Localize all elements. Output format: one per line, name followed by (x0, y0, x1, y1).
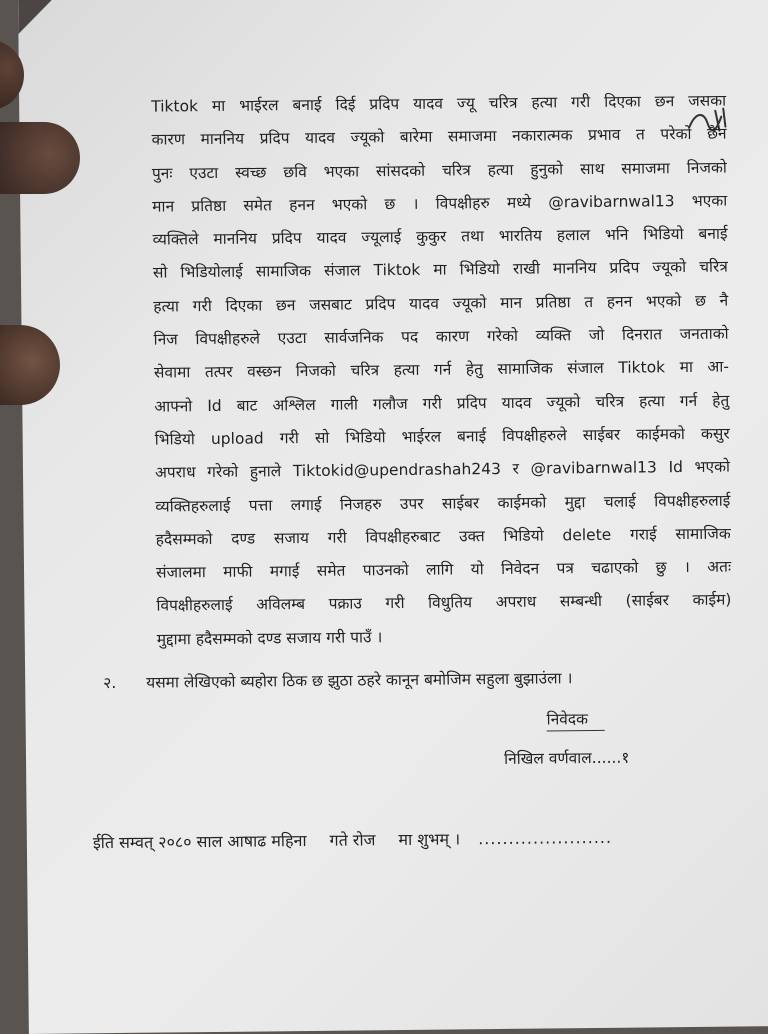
body-line: विपक्षीहरुलाई अविलम्ब पक्राउ गरी विधुतिय अपराध सम्बन्धी (साईबर काईम) (156, 591, 732, 616)
body-line: हदैसम्मको दण्ड सजाय गरी विपक्षीहरुबाट उक्त भिडियो delete गराई सामाजिक (155, 524, 731, 549)
point-text: यसमा लेखिएको ब्यहोरा ठिक छ झुठा ठहरे कानून बमोजिम सहुला बुझाउंला । (146, 669, 573, 692)
date-closing: मा शुभम् । (398, 829, 461, 850)
applicant-name: निखिल वर्णवाल......१ (503, 748, 630, 768)
body-line: व्यक्तिहरुलाई पत्ता लगाई निजहरु उपर साईबर काईमको मुद्दा चलाई विपक्षीहरुलाई (155, 491, 731, 516)
body-line: कारण माननिय प्रदिप यादव ज्यूको बारेमा समाजमा नकारात्मक प्रभाव त परेको छैन (151, 124, 727, 149)
point-number: २. (103, 674, 117, 693)
body-line: सो भिडियोलाई सामाजिक संजाल Tiktok मा भिडियो राखी माननिय प्रदिप ज्यूको चरित्र (152, 258, 728, 283)
body-line: हत्या गरी दिएका छन जसबाट प्रदिप यादव ज्यूको मान प्रतिष्ठा त हनन भएको छ नै (153, 291, 729, 316)
applicant-underline (547, 730, 605, 732)
document-page (18, 0, 768, 1034)
page-corner-shadow (18, 0, 58, 34)
date-year-month: ईति सम्वत् २०८० साल आषाढ महिना (92, 831, 307, 853)
applicant-label: निवेदक (546, 710, 589, 729)
date-day: गते रोज (329, 830, 376, 850)
body-line: मान प्रतिष्ठा समेत हनन भएको छ । विपक्षीहरु मध्ये @ravibarnwal13 भएका (152, 191, 728, 216)
body-line: अपराध गरेको हुनाले Tiktokid@upendrashah243 र @ravibarnwal13 Id भएको (154, 457, 731, 482)
body-line: व्यक्तिले माननिय प्रदिप यादव ज्यूलाई कुकुर तथा भारतिय हलाल भनि भिडियो बनाई (152, 224, 728, 249)
body-line: सेवामा तत्पर वस्छन निजको चरित्र हत्या गर्न हेतु सामाजिक संजाल Tiktok मा आ- (153, 357, 730, 382)
body-line: Tiktok मा भाईरल बनाई दिई प्रदिप यादव ज्यू चरित्र हत्या गरी दिएका छन जसका (151, 91, 727, 116)
date-line (93, 825, 733, 854)
body-line: निज विपक्षीहरुले एउटा सार्वजनिक पद कारण गरेको व्यक्ति जो दिनरात जनताको (153, 324, 729, 349)
body-line: पुनः एउटा स्वच्छ छवि भएका सांसदको चरित्र हत्या हुनुको साथ समाजमा निजको (151, 158, 727, 183)
application-body (151, 85, 732, 657)
declaration-point (103, 664, 743, 693)
body-line: संजालमा माफी मगाई समेत पाउनको लागि यो निवेदन पत्र चढाएको छु । अतः (155, 557, 732, 582)
finger-middle (0, 122, 80, 194)
body-line: आफ्नो Id बाट अश्लिल गाली गलौज गरी प्रदिप यादव ज्यूको चरित्र हत्या गर्न हेतु (154, 391, 730, 416)
body-line: मुद्दामा हदैसम्मको दण्ड सजाय गरी पाउँ । (156, 627, 383, 649)
body-line: भिडियो upload गरी सो भिडियो भाईरल बनाई विपक्षीहरुले साईबर काईमको कसुर (154, 424, 730, 449)
date-blank-dots: ...................... (478, 827, 613, 849)
